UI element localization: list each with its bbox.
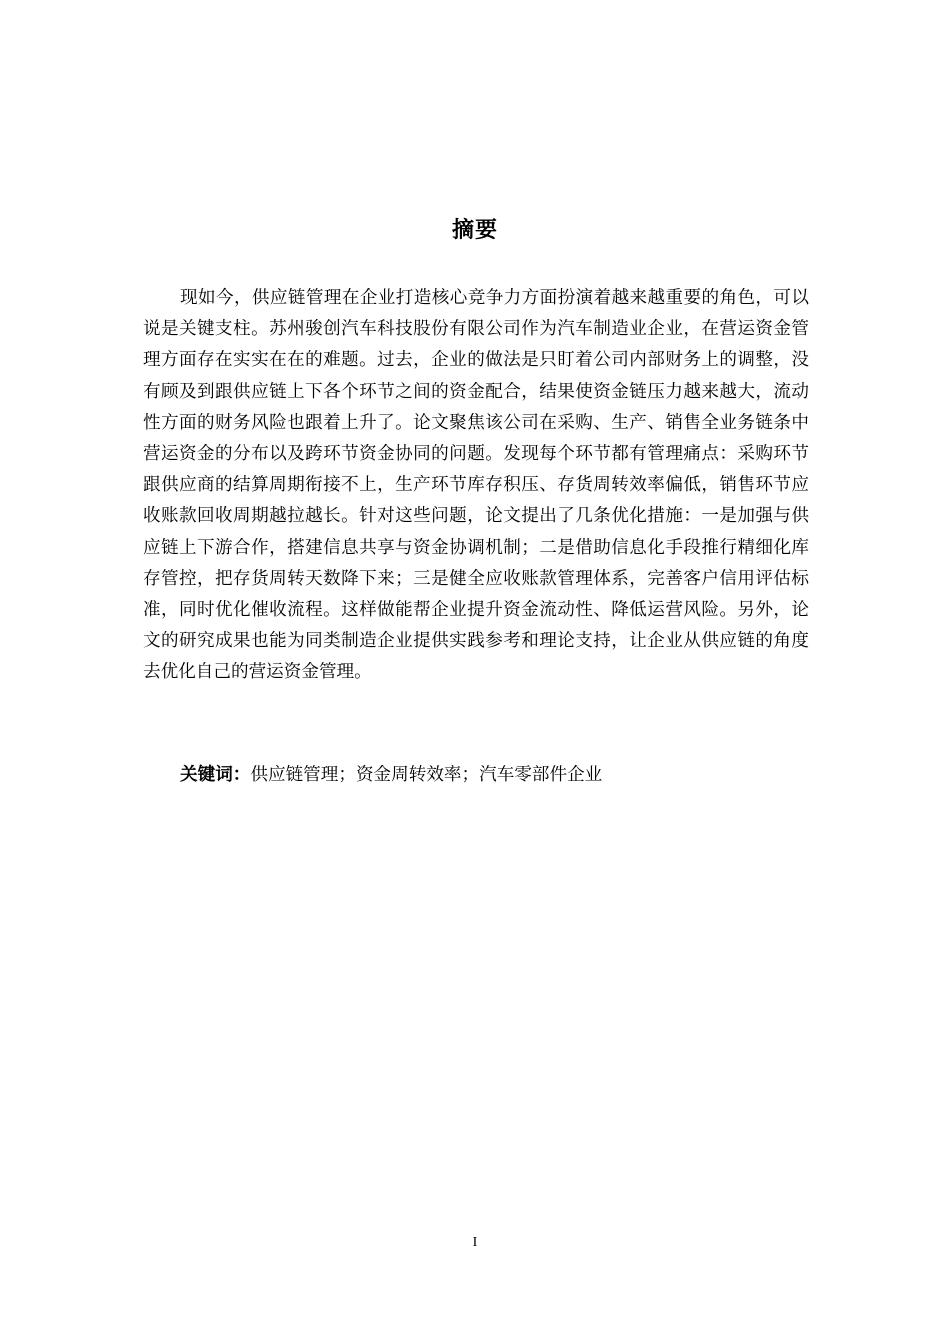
keywords-label: 关键词： xyxy=(180,765,251,785)
keywords-line xyxy=(180,760,820,791)
page-number: I xyxy=(472,1235,478,1250)
abstract-body: 现如今，供应链管理在企业打造核心竞争力方面扮演着越来越重要的角色，可以说是关键支柱。苏州骏创汽车科技股份有限公司作为汽车制造业企业，在营运资金管理方面存在实实在在的难题。过去，企业的做法是只盯着公司内部财务上的调整，没有顾及到跟供应链上下各个环节之间的资金配合，结果使资金链压力越来越大，流动性方面的财务风险也跟着上升了。论文聚焦该公司在采购、生产、销售全业务链条中营运资金的分布以及跨环节资金协同的问题。发现每个环节都有管理痛点：采购环节跟供应商的结算周期衔接不上，生产环节库存积压、存货周转效率偏低，销售环节应收账款回收周期越拉越长。针对这些问题，论文提出了几条优化措施：一是加强与供应链上下游合作，搭建信息共享与资金协调机制；二是借助信息化手段推行精细化库存管控，把存货周转天数降下来；三是健全应收账款管理体系，完善客户信用评估标准，同时优化催收流程。这样做能帮企业提升资金流动性、降低运营风险。另外，论文的研究成果也能为同类制造企业提供实践参考和理论支持，让企业从供应链的角度去优化自己的营运资金管理。 xyxy=(143,288,809,683)
keywords-text: 供应链管理；资金周转效率；汽车零部件企业 xyxy=(250,765,603,785)
abstract-title: 摘要 xyxy=(451,218,498,243)
